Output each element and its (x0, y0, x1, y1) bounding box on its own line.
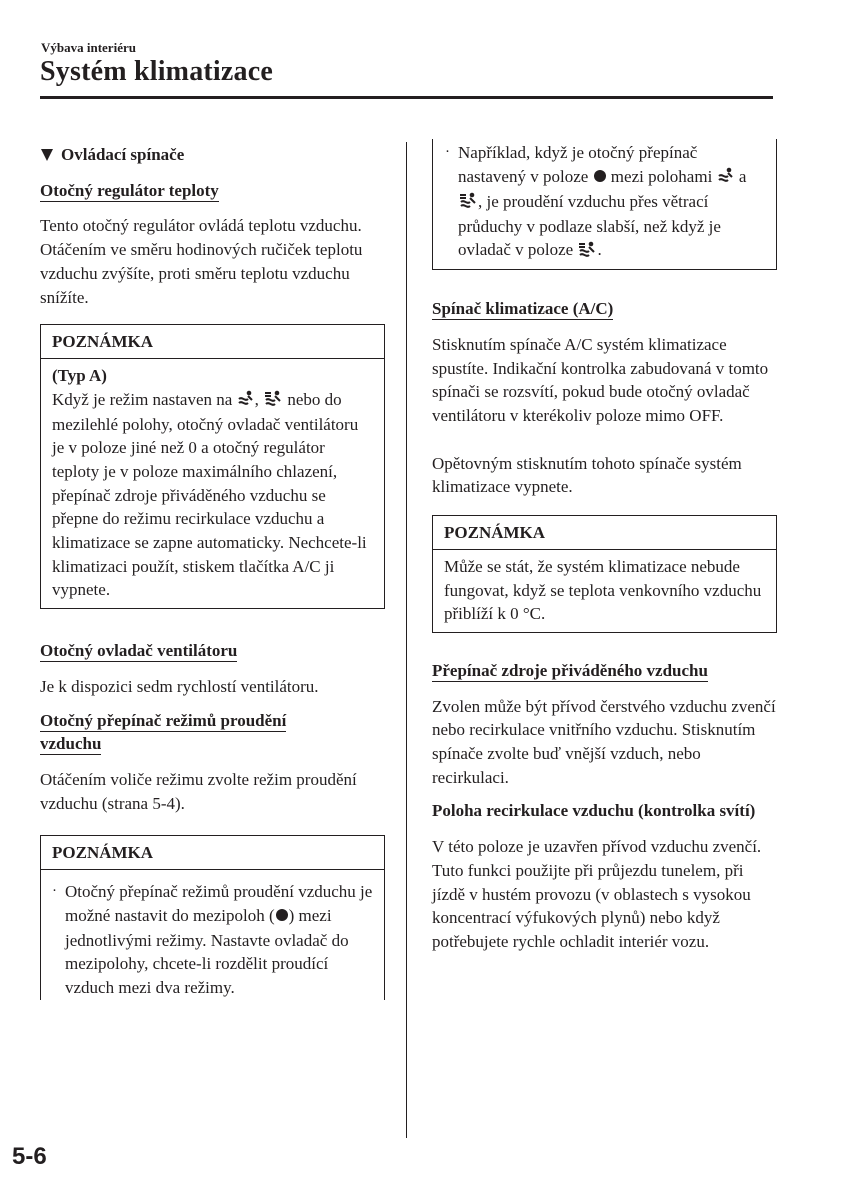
fan-heading-wrap (40, 639, 385, 663)
source-heading-wrap (432, 659, 777, 683)
note-body (41, 359, 384, 608)
note-body: Může se stát, že systém klimatizace nebude fungovat, když se teplota venkovního vzduchu přiblíží k 0 °C. (444, 556, 762, 624)
cont-e: . (597, 240, 602, 260)
cont-c: a (738, 166, 747, 186)
recirc-heading: Poloha recirkulace vzduchu (kontrolka svítí) (432, 801, 756, 821)
note-bullet (445, 141, 765, 263)
floor-defrost-vent-icon (263, 389, 283, 413)
temp-heading-wrap (40, 179, 385, 203)
note-continuation-text (458, 141, 765, 263)
triangle-marker-icon (41, 149, 53, 161)
mode-heading-line2: vzduchu (40, 734, 102, 754)
note-text-a: Když je režim nastaven na (52, 389, 233, 409)
recirc-text: V této poloze je uzavřen přívod vzduchu zvenčí. Tuto funkci použijte při průjezdu tunelem, při jízdě v hustém provozu (v oblastech s vysokou koncentrací výfukových plynů) nebo když potřebujete rychle ochladit interiér vozu. (432, 837, 762, 951)
controls-heading-text: Ovládací spínače (61, 145, 185, 164)
source-text: Zvolen může být přívod čerstvého vzduchu zvenčí nebo recirkulace vnitřního vzduchu. Stisknutím spínače zvolte buď vnější vzduch, nebo recirkulaci. (432, 696, 776, 787)
note-text-b: nebo do mezilehlé polohy, otočný ovladač ventilátoru je v poloze jiné než 0 a otočný regulátor teploty je v poloze maximálního chlazení, přepínač zdroje přiváděného vzduchu se přepne do režimu recirkulace vzduchu a klimatizace se zapne automaticky. Nechcete-li klimatizaci použít, stiskem tlačítka A/C ji vypnete. (52, 389, 367, 600)
floor-defrost-vent-icon (458, 191, 478, 215)
note-label: POZNÁMKA (41, 836, 384, 870)
section-label: Výbava interiéru (41, 40, 136, 55)
note-bullet (52, 880, 373, 1000)
type-label: (Typ A) (52, 365, 107, 385)
note-body (41, 870, 384, 1000)
floor-defrost-vent-icon (577, 240, 597, 264)
right-column (432, 143, 777, 954)
mode-text: Otáčením voliče režimu zvolte režim proudění vzduchu (strana 5-4). (40, 770, 357, 813)
note-box-type-a (40, 324, 385, 609)
mid-position-dot-icon (275, 905, 289, 929)
note-box-mode (40, 835, 385, 999)
note-label: POZNÁMKA (433, 516, 776, 550)
note-box-ac (432, 515, 777, 633)
cont-a: Například, když je otočný přepínač nastavený v poloze (458, 143, 698, 186)
note-text: Když je režim nastaven na , nebo do mezilehlé polohy, otočný ovladač ventilátoru je v poloze jiné než 0 a otočný regulátor teploty je v poloze maximálního chlazení, přepínač zdroje přiváděného vzduchu se přepne do režimu recirkulace vzduchu a klimatizace se zapne automaticky. Nechcete-li klimatizaci použít, stiskem tlačítka A/C ji vypnete. (52, 389, 367, 600)
cont-b: mezi polohami (610, 166, 713, 186)
temp-heading: Otočný regulátor teploty (40, 180, 219, 200)
fan-text: Je k dispozici sedm rychlostí ventilátoru. (40, 676, 319, 696)
temp-text: Tento otočný regulátor ovládá teplotu vzduchu. Otáčením ve směru hodinových ručiček teplotu vzduchu zvýšíte, proti směru teplotu vzduchu snížíte. (40, 216, 363, 307)
note-bullet-text-a: Otočný přepínač režimů proudění vzduchu je možné nastavit do mezipoloh ( (65, 882, 373, 925)
bullet-mark: · (52, 883, 57, 900)
column-divider (406, 142, 407, 1138)
cont-d: , je proudění vzduchu přes větrací průduchy v podlaze slabší, než když je ovladač v poloze (458, 191, 721, 260)
ac-text-1: Stisknutím spínače A/C systém klimatizace spustíte. Indikační kontrolka zabudovaná v tomto spínači se rozsvítí, pokud bude otočný ovladač ventilátoru v kterékoliv poloze mimo OFF. (432, 334, 769, 426)
title-rule (40, 96, 773, 99)
mode-heading-line1: Otočný přepínač režimů proudění (40, 710, 287, 730)
mode-heading-wrap (40, 709, 385, 756)
fan-heading: Otočný ovladač ventilátoru (40, 641, 238, 661)
ac-text-2: Opětovným stisknutím tohoto spínače systém klimatizace vypnete. (432, 453, 742, 497)
page-title: Systém klimatizace (40, 56, 273, 87)
note-continuation-box (432, 139, 777, 270)
bullet-mark: · (445, 144, 450, 160)
floor-vent-icon (717, 166, 735, 190)
ac-heading: Spínač klimatizace (A/C) (432, 299, 614, 319)
left-column (40, 143, 385, 1000)
source-heading: Přepínač zdroje přiváděného vzduchu (432, 660, 708, 680)
note-bullet-text (65, 880, 373, 1000)
note-bullet-text-b: ) mezi jednotlivými režimy. Nastavte ovladač do mezipolohy, chcete-li rozdělit proudící vzduch mezi dva režimy. (65, 905, 349, 998)
mid-position-dot-icon (593, 166, 607, 190)
controls-heading (40, 143, 385, 167)
ac-heading-wrap (432, 297, 777, 321)
floor-vent-icon (237, 389, 255, 413)
page-number: 5-6 (12, 1143, 47, 1170)
note-label: POZNÁMKA (41, 325, 384, 359)
